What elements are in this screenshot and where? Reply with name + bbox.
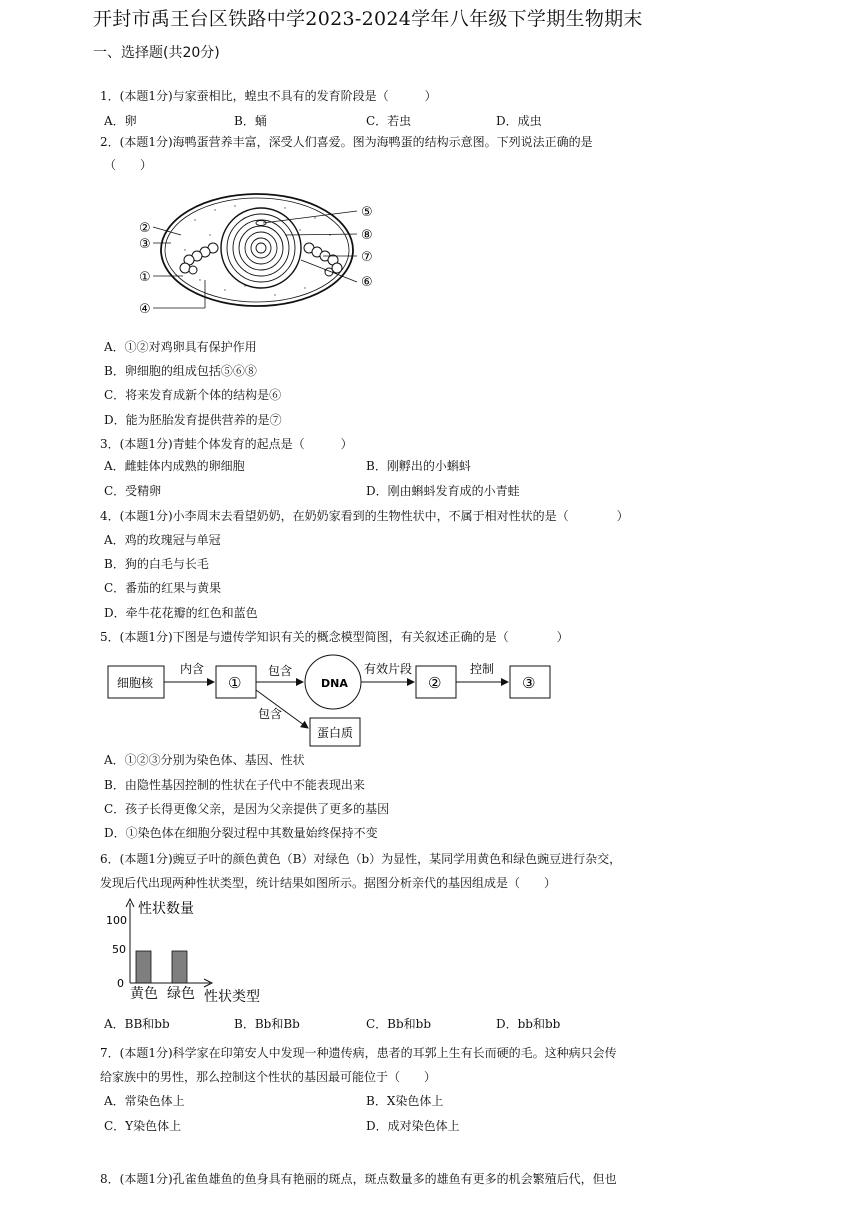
q1-option-a[interactable]: A．卵	[104, 114, 137, 128]
q3-option-d[interactable]: D．刚由蝌蚪发育成的小青蛙	[366, 484, 520, 498]
q2-option-a[interactable]: A．①②对鸡卵具有保护作用	[104, 340, 257, 354]
question-2: 2．(本题1分)海鸭蛋营养丰富，深受人们喜爱。图为海鸭蛋的结构示意图。下列说法正确的是	[100, 135, 593, 149]
control-label: 控制	[470, 662, 495, 676]
q4-option-a[interactable]: A．鸡的玫瑰冠与单冠	[104, 533, 221, 547]
concept-model-diagram	[100, 648, 560, 753]
label-4: ④	[139, 302, 151, 317]
question-7-line-2: 给家族中的男性，那么控制这个性状的基因最可能位于（ ）	[100, 1070, 437, 1084]
q3-option-b[interactable]: B．刚孵出的小蝌蚪	[366, 459, 471, 473]
label-6: ⑥	[361, 275, 373, 290]
q6-option-d[interactable]: D．bb和bb	[496, 1017, 561, 1031]
question-6: 6．(本题1分)豌豆子叶的颜色黄色（B）对绿色（b）为显性，某同学用黄色和绿色豌豆进行杂交，	[100, 852, 622, 866]
q5-option-c[interactable]: C．孩子长得更像父亲，是因为父亲提供了更多的基因	[104, 802, 390, 816]
q4-option-d[interactable]: D．牵牛花花瓣的红色和蓝色	[104, 606, 258, 620]
trait-count-bar-chart	[100, 895, 280, 1007]
q1-option-b[interactable]: B．蛹	[234, 114, 267, 128]
contains-label-3: 包含	[258, 707, 283, 721]
egg-structure-diagram	[125, 190, 385, 320]
label-3: ③	[139, 237, 151, 252]
y-tick-label: 50	[112, 943, 126, 956]
question-6-line-2: 发现后代出现两种性状类型，统计结果如图所示。据图分析亲代的基因组成是（ ）	[100, 876, 557, 890]
label-2: ②	[139, 221, 151, 236]
q4-option-c[interactable]: C．番茄的红果与黄果	[104, 581, 222, 595]
box-2-label: ②	[428, 674, 442, 692]
q3-option-a[interactable]: A．雌蛙体内成熟的卵细胞	[104, 459, 245, 473]
x-tick-label: 黄色	[130, 986, 158, 1002]
section-heading: 一、选择题(共20分)	[93, 45, 220, 61]
label-8: ⑧	[361, 228, 373, 243]
q1-option-d[interactable]: D．成虫	[496, 114, 542, 128]
effective-segment-label: 有效片段	[364, 662, 413, 676]
q2-option-c[interactable]: C．将来发育成新个体的结构是⑥	[104, 388, 282, 402]
x-axis-label: 性状类型	[204, 989, 260, 1005]
question-7: 7．(本题1分)科学家在印第安人中发现一种遗传病，患者的耳郭上生有长而硬的毛。这种病只会传	[100, 1046, 617, 1060]
q4-option-b[interactable]: B．狗的白毛与长毛	[104, 557, 209, 571]
question-1: 1．(本题1分)与家蚕相比，蝗虫不具有的发育阶段是（ ）	[100, 89, 437, 103]
q7-option-b[interactable]: B．X染色体上	[366, 1094, 444, 1108]
question-5: 5．(本题1分)下图是与遗传学知识有关的概念模型简图，有关叙述正确的是（ ）	[100, 630, 569, 644]
q6-option-b[interactable]: B．Bb和Bb	[234, 1017, 300, 1031]
q3-option-c[interactable]: C．受精卵	[104, 484, 162, 498]
q5-option-a[interactable]: A．①②③分别为染色体、基因、性状	[104, 753, 305, 767]
q2-option-d[interactable]: D．能为胚胎发育提供营养的是⑦	[104, 413, 282, 427]
protein-label: 蛋白质	[317, 726, 354, 740]
q1-option-c[interactable]: C．若虫	[366, 114, 412, 128]
q7-option-a[interactable]: A．常染色体上	[104, 1094, 185, 1108]
q6-option-c[interactable]: C．Bb和bb	[366, 1017, 432, 1031]
q5-option-d[interactable]: D．①染色体在细胞分裂过程中其数量始终保持不变	[104, 826, 378, 840]
contains-label-1: 内含	[180, 662, 205, 676]
dna-label: DNA	[321, 677, 348, 690]
q5-option-b[interactable]: B．由隐性基因控制的性状在子代中不能表现出来	[104, 778, 365, 792]
bar-2	[172, 951, 187, 983]
y-axis-label: 性状数量	[138, 901, 194, 917]
label-5: ⑤	[361, 205, 373, 220]
contains-label-2: 包含	[268, 664, 293, 678]
q6-option-a[interactable]: A．BB和bb	[104, 1017, 170, 1031]
q7-option-c[interactable]: C．Y染色体上	[104, 1119, 182, 1133]
x-tick-label: 绿色	[167, 986, 195, 1002]
bar-1	[136, 951, 151, 983]
egg-shell	[161, 194, 353, 306]
y-tick-label: 0	[117, 977, 124, 990]
cell-nucleus-label: 细胞核	[117, 676, 154, 690]
label-1: ①	[139, 270, 151, 285]
y-tick-label: 100	[106, 914, 127, 927]
question-4: 4．(本题1分)小李周末去看望奶奶，在奶奶家看到的生物性状中，不属于相对性状的是（ ）	[100, 509, 629, 523]
q7-option-d[interactable]: D．成对染色体上	[366, 1119, 460, 1133]
q2-option-b[interactable]: B．卵细胞的组成包括⑤⑥⑧	[104, 364, 257, 378]
box-1-label: ①	[228, 674, 242, 692]
question-2-bracket: （ ）	[104, 158, 153, 172]
label-7: ⑦	[361, 250, 373, 265]
question-3: 3．(本题1分)青蛙个体发育的起点是（ ）	[100, 437, 353, 451]
question-8: 8．(本题1分)孔雀鱼雄鱼的鱼身具有艳丽的斑点，斑点数量多的雄鱼有更多的机会繁殖后代，但也	[100, 1172, 617, 1186]
page-title: 开封市禹王台区铁路中学2023-2024学年八年级下学期生物期末	[93, 8, 643, 30]
box-3-label: ③	[522, 674, 536, 692]
